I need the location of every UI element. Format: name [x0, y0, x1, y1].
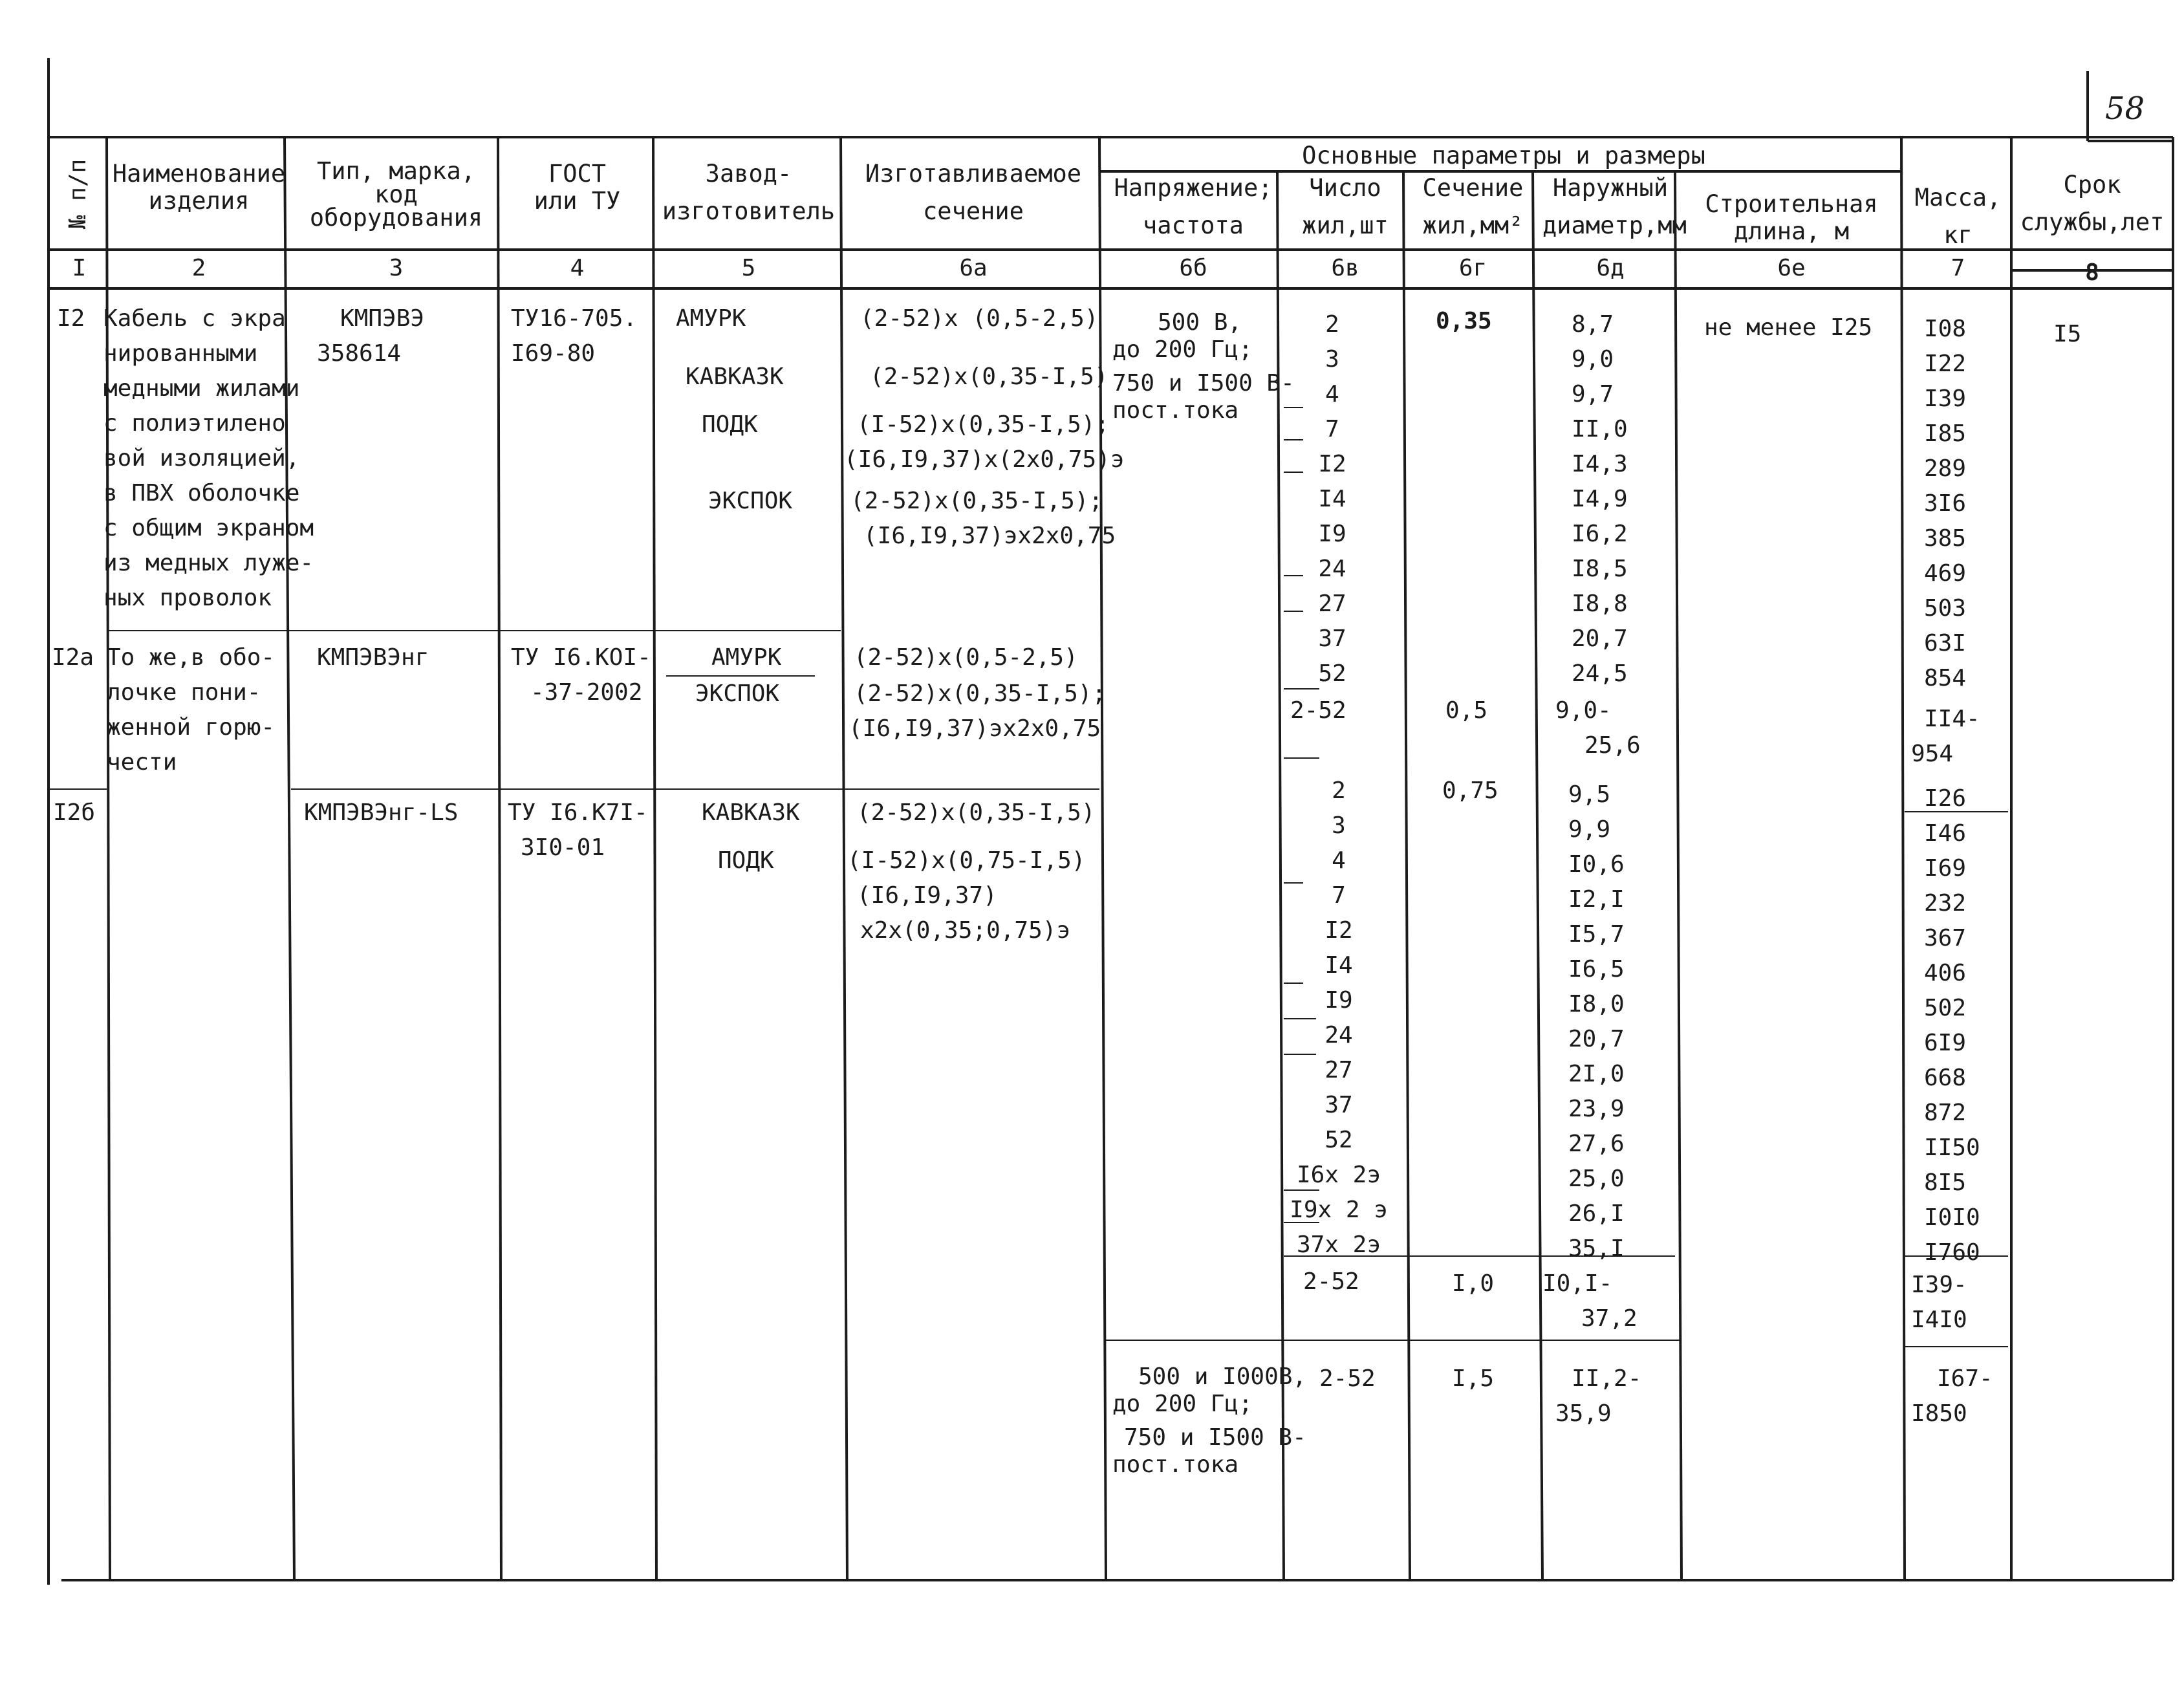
cores-value: 7: [1325, 416, 1339, 442]
row-12-type: КМПЭВЭ 358614: [317, 305, 425, 367]
cores-value: 3: [1332, 812, 1346, 839]
row-12b-number: I2б: [53, 799, 96, 826]
cores-value: 24: [1318, 556, 1346, 582]
mass-value: I69: [1924, 855, 1967, 882]
diameter-value: 20,7: [1568, 1026, 1625, 1052]
mass-value: 469: [1924, 560, 1967, 587]
cores-value: I2: [1318, 451, 1346, 477]
colnum-6v: 6в: [1331, 255, 1359, 281]
header-name: Наименование изделия: [112, 160, 286, 215]
diameter-value: I4,9: [1572, 486, 1628, 512]
row-12b-maker-1: КАВКАЗК: [702, 799, 800, 826]
row-12-gost: ТУ16-705. I69-80: [511, 305, 638, 367]
cores-value: 7: [1332, 882, 1346, 909]
header-number: № п/п: [65, 158, 91, 230]
row-12-section-4: (I6,I9,37)х(2х0,75)э: [844, 446, 1125, 473]
row-12a-maker-1: АМУРК: [711, 644, 782, 671]
header-maker: Завод- изготовитель: [662, 160, 836, 225]
header-voltage: Напряжение; частота: [1114, 174, 1273, 239]
group3-mass: [1924, 781, 1980, 1270]
colnum-6a: 6а: [959, 255, 988, 281]
row-12a-section-2: (2-52)х(0,35-I,5);: [854, 680, 1107, 707]
mass-value: I22: [1924, 351, 1967, 377]
mass-value: 6I9: [1924, 1030, 1967, 1056]
diameter-value: I5,7: [1568, 921, 1625, 948]
group2-mass: II4- 954: [1911, 706, 1980, 767]
cores-value: I9х 2 э: [1290, 1197, 1388, 1223]
diameter-value: 8,7: [1572, 311, 1614, 338]
diameter-value: 20,7: [1572, 625, 1628, 652]
group4-section: I,0: [1452, 1270, 1495, 1297]
mass-value: 232: [1924, 890, 1967, 917]
mass-value: 289: [1924, 455, 1967, 482]
group2-section: 0,5: [1445, 697, 1488, 724]
group3-diameter: [1568, 777, 1625, 1266]
group3-section: 0,75: [1442, 777, 1498, 804]
diameter-value: I8,8: [1572, 591, 1628, 617]
cores-value: I9: [1318, 521, 1346, 547]
colnum-8: 8: [2085, 259, 2099, 286]
row-12b-voltage: 500 и I000В, до 200 Гц; 750 и I500 В- пост.тока: [1112, 1363, 1307, 1478]
header-main-params: Основные параметры и размеры: [1302, 142, 1705, 169]
cores-value: 52: [1318, 660, 1346, 687]
mass-value: 872: [1924, 1100, 1967, 1126]
mass-value: 63I: [1924, 630, 1967, 657]
cores-value: 37: [1324, 1092, 1353, 1118]
header-length: Строительная длина, м: [1705, 190, 1878, 245]
diameter-value: I8,5: [1572, 556, 1628, 582]
diameter-value: II,0: [1572, 416, 1628, 442]
mass-value: I26: [1924, 785, 1967, 812]
group4-cores: 2-52: [1303, 1268, 1359, 1295]
row-12a-section-3: (I6,I9,37)эх2х0,75: [849, 715, 1101, 742]
row-12-section-5: (2-52)х(0,35-I,5);: [850, 488, 1103, 514]
cores-value: 37: [1318, 625, 1346, 652]
diameter-value: 9,5: [1568, 781, 1611, 808]
cores-value: I4: [1324, 952, 1353, 979]
header-diameter: Наружный диаметр,мм: [1542, 174, 1687, 239]
header-section: Изготавливаемое сечение: [865, 160, 1082, 225]
header-life: Срок службы,лет: [2020, 171, 2165, 236]
cores-value: 24: [1324, 1022, 1353, 1048]
mass-value: 503: [1924, 595, 1967, 622]
mass-value: I39: [1924, 385, 1967, 412]
diameter-value: 24,5: [1572, 660, 1628, 687]
group1-length: не менее I25: [1704, 314, 1873, 341]
group2-cores: 2-52: [1290, 697, 1346, 724]
row-12-voltage: 500 В, до 200 Гц; 750 и I500 В- пост.тока: [1112, 309, 1295, 424]
colnum-6b: 6б: [1179, 255, 1207, 281]
row-12b-gost: ТУ I6.К7I- 3I0-01: [508, 799, 648, 861]
row-12a-number: I2а: [52, 644, 94, 671]
group2-diameter: 9,0- 25,6: [1555, 697, 1641, 759]
row-12-section-2: (2-52)х(0,35-I,5): [870, 364, 1108, 390]
row-12b-section-3: (I6,I9,37): [857, 882, 997, 909]
mass-value: 854: [1924, 665, 1967, 691]
colnum-6d: 6д: [1596, 255, 1625, 281]
row-12a-maker-2: ЭКСПОК: [695, 680, 780, 707]
diameter-value: I6,2: [1572, 521, 1628, 547]
colnum-7: 7: [1951, 255, 1965, 281]
group4-mass: I39- I4I0: [1911, 1272, 1967, 1333]
colnum-2: 2: [191, 255, 206, 281]
mass-value: 8I5: [1924, 1169, 1967, 1196]
mass-value: II50: [1924, 1135, 1980, 1161]
page-number: 58: [2105, 91, 2145, 127]
group3-cores: [1284, 774, 1394, 1263]
diameter-value: 2I,0: [1568, 1061, 1625, 1087]
cores-value: I6х 2э: [1296, 1162, 1381, 1188]
mass-value: I08: [1924, 316, 1967, 342]
row-12-maker-5: ЭКСПОК: [708, 488, 793, 514]
row-12-maker-2: КАВКАЗК: [686, 364, 784, 390]
cores-value: 27: [1318, 591, 1346, 617]
diameter-value: 23,9: [1568, 1096, 1625, 1122]
header-core-section: Сечение жил,мм²: [1422, 174, 1524, 239]
row-12-section-1: (2-52)х (0,5-2,5): [860, 305, 1099, 332]
diameter-value: I4,3: [1572, 451, 1628, 477]
row-12-maker-3: ПОДК: [702, 411, 758, 438]
cores-value: 27: [1324, 1057, 1353, 1083]
colnum-3: 3: [389, 255, 404, 281]
header-gost: ГОСТ или ТУ: [534, 160, 621, 215]
mass-value: I46: [1924, 820, 1967, 847]
row-12-number: I2: [57, 305, 85, 332]
diameter-value: I6,5: [1568, 956, 1625, 983]
row-12-maker-1: АМУРК: [676, 305, 746, 332]
group1-mass: [1924, 312, 1966, 696]
cores-value: 2: [1325, 311, 1339, 338]
row-12-section-6: (I6,I9,37)эх2х0,75: [863, 523, 1116, 549]
row-12b-type: КМПЭВЭнг-LS: [304, 799, 459, 826]
colnum-5: 5: [741, 255, 756, 281]
row-12b-maker-2: ПОДК: [718, 847, 774, 874]
cores-value: 4: [1332, 847, 1346, 874]
mass-value: 385: [1924, 525, 1967, 552]
row-12-section-3: (I-52)х(0,35-I,5);: [857, 411, 1110, 438]
group4-diameter: I0,I- 37,2: [1542, 1270, 1638, 1332]
diameter-value: I8,0: [1568, 991, 1625, 1017]
cores-value: 2: [1332, 777, 1346, 804]
cores-value: 52: [1324, 1127, 1353, 1153]
row-12b-section-4: х2х(0,35;0,75)э: [860, 917, 1071, 944]
diameter-value: I0,6: [1568, 851, 1625, 878]
group5-diameter: II,2- 35,9: [1555, 1365, 1642, 1427]
group5-mass: I67- I850: [1911, 1365, 1993, 1427]
cores-value: 3: [1325, 346, 1339, 373]
diameter-value: 27,6: [1568, 1131, 1625, 1157]
colnum-4: 4: [570, 255, 585, 281]
row-12a-name: То же,в обо- лочке пони- женной горю- чести: [107, 644, 276, 776]
row-12a-gost: ТУ I6.КОI- -37-2002: [511, 644, 651, 706]
row-12a-section-1: (2-52)х(0,5-2,5): [854, 644, 1078, 671]
cores-value: I4: [1318, 486, 1346, 512]
row-12-name: Кабель с экра нированными медными жилами с полиэтилено вой изоляцией, в ПВХ оболочке с общим экраном из медных луже- ных проволок: [103, 305, 314, 611]
colnum-1: I: [72, 255, 87, 281]
mass-value: 668: [1924, 1065, 1967, 1091]
mass-value: I0I0: [1924, 1204, 1980, 1231]
group1-diameter: [1572, 307, 1628, 691]
group1-cores: [1284, 307, 1381, 691]
group1-section: 0,35: [1436, 308, 1492, 334]
diameter-value: 9,9: [1568, 816, 1611, 843]
cores-value: 4: [1325, 381, 1339, 407]
mass-value: 367: [1924, 925, 1967, 951]
cores-value: I2: [1324, 917, 1353, 944]
group1-life: I5: [2053, 321, 2082, 347]
group5-section: I,5: [1452, 1365, 1495, 1392]
cores-value: 37х 2э: [1296, 1232, 1381, 1258]
diameter-value: 25,0: [1568, 1166, 1625, 1192]
row-12a-type: КМПЭВЭнг: [317, 644, 429, 671]
header-mass: Масса, кг: [1914, 184, 2002, 249]
mass-value: 502: [1924, 995, 1967, 1021]
group5-cores: 2-52: [1319, 1365, 1376, 1392]
cores-value: I9: [1324, 987, 1353, 1014]
mass-value: 406: [1924, 960, 1967, 986]
header-cores: Число жил,шт: [1302, 174, 1389, 239]
colnum-6e: 6е: [1777, 255, 1806, 281]
mass-value: I760: [1924, 1239, 1980, 1266]
mass-value: I85: [1924, 420, 1967, 447]
row-12b-section-2: (I-52)х(0,75-I,5): [847, 847, 1086, 874]
diameter-value: 26,I: [1568, 1200, 1625, 1227]
diameter-value: 35,I: [1568, 1235, 1625, 1262]
header-type: Тип, марка, код оборудования: [309, 157, 483, 232]
colnum-6g: 6г: [1458, 255, 1487, 281]
row-12b-section-1: (2-52)х(0,35-I,5): [857, 799, 1096, 826]
mass-value: 3I6: [1924, 490, 1967, 517]
diameter-value: 9,7: [1572, 381, 1614, 407]
diameter-value: 9,0: [1572, 346, 1614, 373]
diameter-value: I2,I: [1568, 886, 1625, 913]
